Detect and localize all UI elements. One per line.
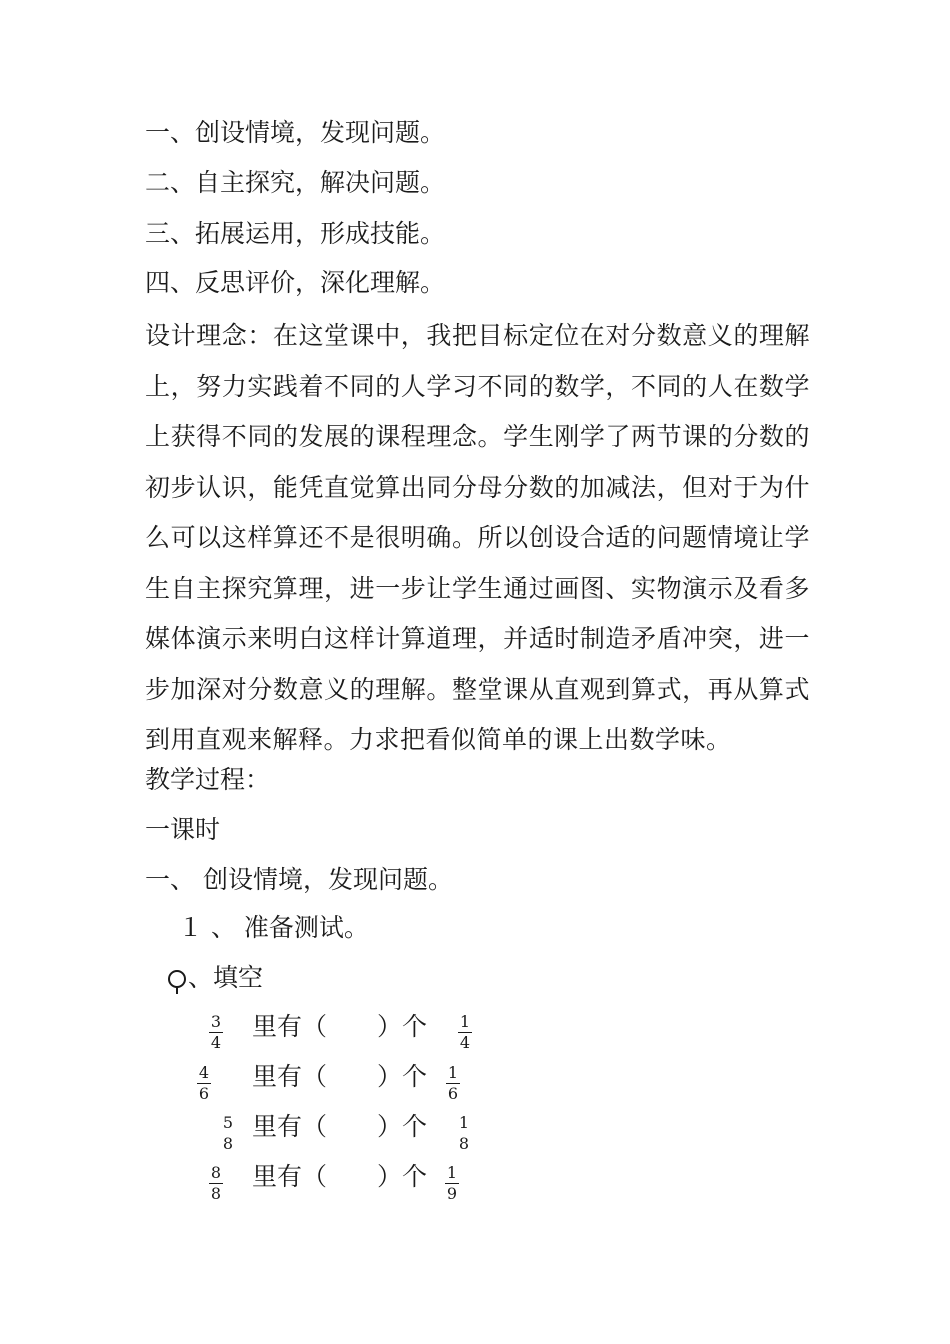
fraction-left: 8 8 [210, 1163, 222, 1203]
lesson-count: 一课时 [145, 815, 221, 844]
outline-item-4: 四、反思评价，深化理解。 [145, 268, 446, 297]
step-1: １ 、 准备测试。 [178, 913, 369, 942]
fraction-right: 1 8 [458, 1113, 470, 1153]
fill-blank-text: 里有（ ）个 [252, 1012, 428, 1041]
fraction-left: 5 8 [222, 1113, 234, 1153]
fraction-right: 1 6 [447, 1063, 459, 1103]
fraction-left: 4 6 [198, 1063, 210, 1103]
fraction-left: 3 4 [210, 1012, 222, 1052]
list-number-marker-icon [168, 970, 186, 988]
fill-blank-text: 里有（ ）个 [252, 1112, 428, 1141]
fill-blank-text: 里有（ ）个 [252, 1162, 428, 1191]
outline-item-3: 三、拓展运用，形成技能。 [145, 219, 446, 248]
section-heading: 一、 创设情境，发现问题。 [145, 865, 453, 894]
outline-item-2: 二、自主探究，解决问题。 [145, 168, 446, 197]
outline-item-1: 一、创设情境，发现问题。 [145, 118, 446, 147]
fill-blank-text: 里有（ ）个 [252, 1062, 428, 1091]
fraction-right: 1 9 [446, 1163, 458, 1203]
design-concept-paragraph: 设计理念：在这堂课中，我把目标定位在对分数意义的理解上，努力实践着不同的人学习不同的数学，不同的人在数学上获得不同的发展的课程理念。学生刚学了两节课的分数的初步认识，能凭直觉算出同分母分数的加减法，但对于为什么可以这样算还不是很明确。所以创设合适的问题情境让学生自主探究算理，进一步让学生通过画图、实物演示及看多媒体演示来明白这样计算道理，并适时制造矛盾冲突，进一步加深对分数意义的理解。整堂课从直观到算式，再从算式到用直观来解释。力求把看似简单的课上出数学味。 [145, 321, 810, 754]
step-2-label: 、填空 [188, 963, 264, 992]
fraction-right: 1 4 [459, 1012, 471, 1052]
step-2 [168, 963, 263, 993]
process-heading: 教学过程： [145, 765, 271, 794]
